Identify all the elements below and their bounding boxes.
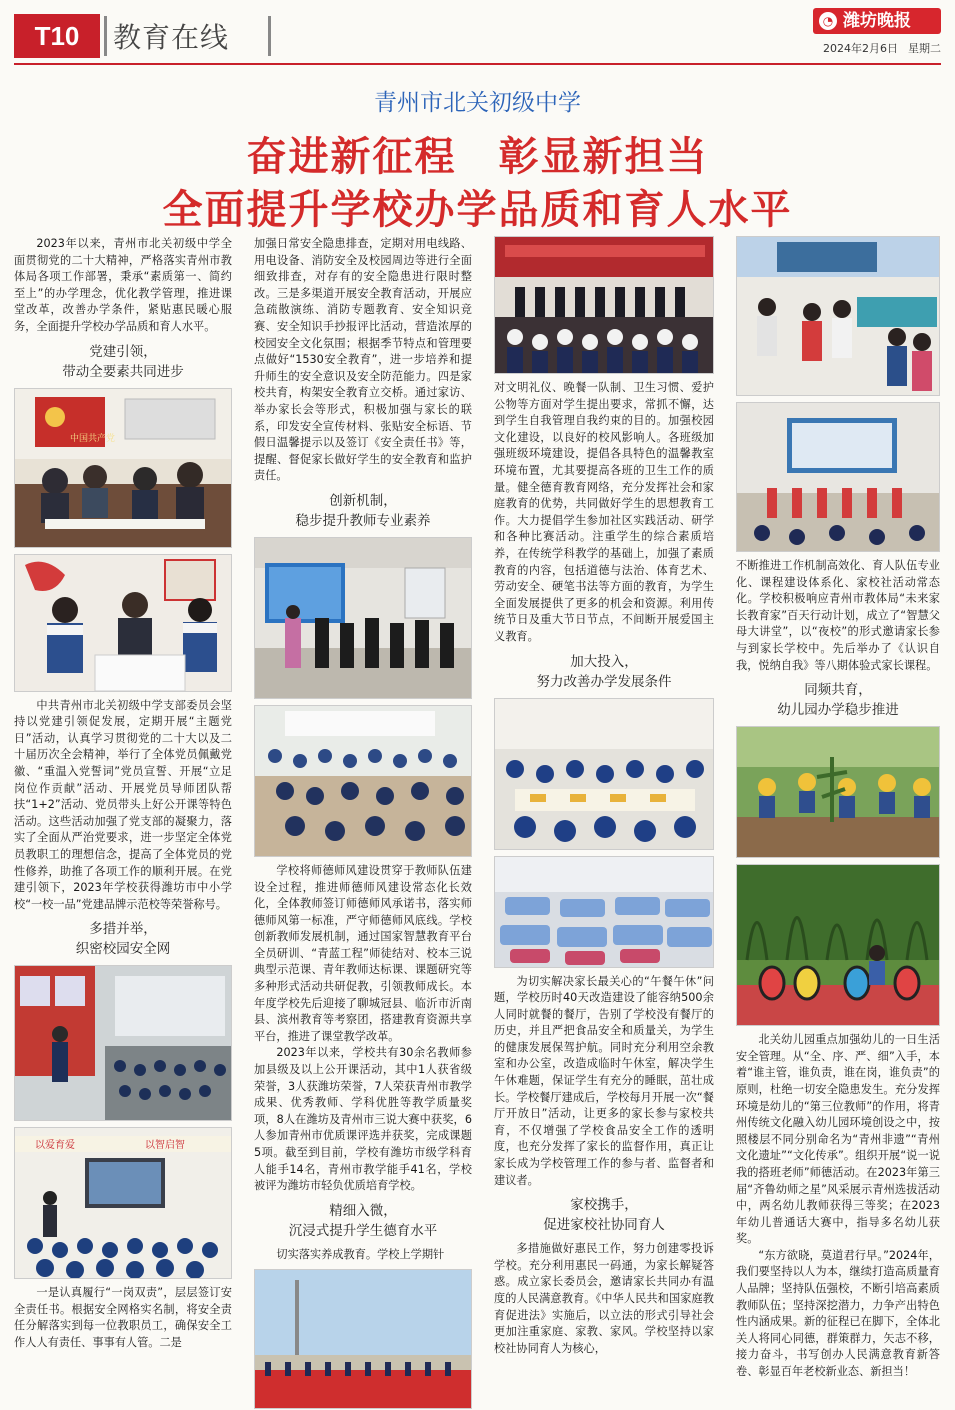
photo-parent-lecture (736, 402, 940, 552)
photo-parent-activity (736, 236, 940, 396)
classroom-banner-left: 以爱育爱 (35, 1140, 75, 1152)
column-2 (254, 236, 472, 1409)
heading-line: 多措并举， (89, 921, 157, 938)
photo-student-interview (14, 554, 232, 692)
column-3 (494, 236, 714, 1357)
header-rule (14, 63, 941, 65)
page-header (0, 0, 955, 62)
section-title: 教育在线 (113, 21, 230, 54)
section-heading-kindergarten (736, 680, 940, 720)
home-school-body-cont: 不断推进工作机制高效化、育人队伍专业化、课程建设体系化、家校社活动常态化。学校积极响应青州市教体局“未来家长教育家”百天行动计划，成立了“智慧父母大讲堂”，以“夜校”的形式邀请家长参与到家长学校中。先后举办了《认识自我，悦纳自我》等八期体验式家长课程。 (736, 559, 940, 672)
page-number: T10 (14, 14, 100, 58)
heading-line: 精细入微， (329, 1202, 397, 1219)
facilities-body: 为切实解决家长最关心的“午餐午休”问题，学校历时40天改造建设了能容纳500余人同时就餐的餐厅，告别了学校没有餐厅的历史，并且严把食品安全和质量关，为学生的健康发展保驾护航。同时充分利用空余教室和办公室，改造成临时午休室，解决学生午休难题，保证学生有充分的睡眠，茁壮成长。学校餐厅建成后，学校每月开展一次“餐厅开放日”活动，让更多的家长参与家校共育，不仅增强了学校食品安全工作的透明度，也充分发挥了家长的监督作用，真正让家长成为学校管理工作的参与者、监督者和建议者。 (494, 974, 714, 1187)
header-divider (104, 16, 107, 56)
newspaper-logo (813, 8, 941, 34)
party-body: 中共青州市北关初级中学支部委员会坚持以党建引领促发展，定期开展“主题党日”活动，认真学习贯彻党的二十大以及二十届历次全会精神，举行了全体党员佩戴党徽、“重温入党誓词”党员宣誓、开展“立足岗位作贡献”活动、开展党员导师团队帮扶“1+2”活动、党员带头上好公开课等特色活动。这些活动加强了党支部的凝聚力，落实了全面从严治党要求，进一步坚定全体党员教职工的理想信念，提高了全体党员的党性修养，助推了各项工作的顺利开展。在党建引领下，2023年学校获得潍坊市中小学校“一校一品”党建品牌示范校等荣誉称号。 (14, 698, 232, 911)
photo-kindergarten-garden (736, 726, 940, 858)
safety-body-start: 一是认真履行“一岗双责”，层层签订安全责任书。根据安全网格实名制，将安全责任分解落实到每一位教职员工，确保安全工作人人有责任、事事有人管。二是 (14, 1286, 232, 1350)
photo-fire-drill (14, 965, 232, 1121)
heading-line: 加大投入， (570, 653, 638, 670)
heading-line: 带动全要素共同进步 (62, 363, 184, 380)
party-banner-text: 中国共产党 (70, 433, 116, 444)
newspaper-name: 潍坊晚报 (843, 11, 911, 31)
photo-party-meeting (14, 388, 232, 548)
section-heading-party (14, 342, 232, 382)
heading-line: 织密校园安全网 (75, 941, 171, 958)
section-heading-home-school (494, 1195, 714, 1235)
section-heading-safety (14, 919, 232, 959)
issue-date: 2024年2月6日 (823, 42, 898, 55)
photo-school-canteen (494, 698, 714, 850)
heading-line: 创新机制， (329, 492, 397, 509)
headline-line-2: 全面提升学校办学品质和育人水平 (162, 187, 793, 233)
kindergarten-body: 北关幼儿园重点加强幼儿的一日生活安全管理。从“全、序、严、细”入手，本着“谁主管，谁负责，谁在岗，谁负责”的原则，杜绝一切安全隐患发生。充分发挥环境是幼儿的“第三位教师”的作用，将青州传统文化融入幼儿园环境创设之中，按照楼层不同分别命名为“青州非遗”“青州文化遗址”“文化传承”。组织开展“说一说我的搭班老师”师德活动。在2023年第三届“齐鲁幼师之星”风采展示青州选拔活动中，两名幼儿教师获得三等奖；在2023年幼儿普通话大赛中，指导多名幼儿获奖。 (736, 1033, 940, 1246)
moral-body-start: 切实落实养成教育。学校上学期针 (276, 1247, 445, 1261)
photo-student-assembly (494, 236, 714, 374)
article-kicker: 青州市北关初级中学 (374, 90, 581, 116)
heading-line: 稳步提升教师专业素养 (295, 512, 431, 529)
photo-open-class (254, 705, 472, 857)
photo-teacher-pledge (254, 537, 472, 699)
teachers-body: 学校将师德师风建设贯穿于教师队伍建设全过程，推进师德师风建设常态化长效化，全体教师签订师德师风承诺书，落实师德师风第一标准，严守师德师风底线。学校创新教师发展机制，通过国家智慧教育平台全员研训、“青蓝工程”师徒结对、校本三说典型示范课、青年教师达标课、课题研究等多种形式活动共研促教，引领教师成长。本年度学校先后迎接了聊城冠县、临沂市沂南县、滨州教育等考察团，搭建教育资源共享平台，推进了课堂教学改革。 (254, 863, 472, 1043)
section-heading-teachers (254, 491, 472, 531)
photo-nap-room (494, 856, 714, 968)
headline-line-1: 奋进新征程 彰显新担当 (246, 134, 709, 180)
heading-line: 同频共育， (804, 682, 872, 699)
logo-mark-icon: ◔ (819, 12, 837, 30)
header-divider (268, 16, 271, 56)
heading-line: 努力改善办学发展条件 (536, 673, 672, 690)
column-4 (736, 236, 940, 1381)
section-heading-moral (254, 1201, 472, 1241)
moral-body-cont: 对文明礼仪、晚餐一队制、卫生习惯、爱护公物等方面对学生提出要求，常抓不懈，达到学生自我管理自我约束的目的。加强校园文化建设，以良好的校风影响人。各班级加强班级环境建设，提倡各具特色的温馨教室环境布置，尤其要提高各班的卫生工作的质量。健全德育教育网络，充分发挥社会和家庭教育的优势，共同做好学生的思想教育工作。大力提倡学生参加社区实践活动、研学和各种比赛活动。注重学生的综合素质培养，在传统学科教学的基础上，加强了素质教育的内容，包括道德与法治、体育艺术、劳动安全、硬笔书法等方面的教育，为学生全面发展提供了更多的机会和资源。利用传统节日及重大节日节点，不间断开展爱国主义教育。 (494, 381, 714, 643)
issue-weekday: 星期二 (908, 42, 941, 55)
heading-line: 党建引领， (89, 343, 157, 360)
heading-line: 家校携手， (570, 1197, 638, 1214)
teachers-achievements: 2023年以来，学校共有30余名教师参加县级及以上公开课活动，其中1人获省级荣誉，3人获潍坊荣誉，7人荣获青州市教学成果、优秀教师、学科优胜等教学质量奖项，8人在潍坊及青州市三说大赛中获奖，6人参加青州市优质课评选并获奖，完成课题5项。截至到目前，学校有潍坊市级学科育人能手14名，青州市教学能手41名，学校被评为潍坊市轻负优质培育学校。 (254, 1046, 472, 1193)
photo-safety-lecture (14, 1127, 232, 1279)
heading-line: 幼儿园办学稳步推进 (777, 702, 899, 719)
heading-line: 促进家校社协同育人 (543, 1217, 665, 1234)
dateline (813, 40, 941, 56)
intro-paragraph: 2023年以来，青州市北关初级中学全面贯彻党的二十大精神，严格落实青州市教体局各项工作部署，秉承“素质第一、简约至上”的办学理念，优化教学管理，推进课堂改革，改善办学条件，紧贴惠民暖心服务，全面提升学校办学品质和育人水平。 (14, 237, 232, 333)
home-school-body: 多措施做好惠民工作，努力创建零投诉学校。充分利用惠民一码通，为家长解疑答惑。成立家长委员会，邀请家长共同办有温度的人民满意教育。《中华人民共和国家庭教育促进法》实施后，以立法的形式引导社会更加注重家庭、家教、家风。学校坚持以家校社协同育人为核心， (494, 1242, 714, 1355)
section-heading-facilities (494, 652, 714, 692)
column-1 (14, 236, 232, 1352)
safety-body-cont: 加强日常安全隐患排查，定期对用电线路、用电设备、消防安全及校园周边等进行全面细致排查，对存有的安全隐患进行限时整改。三是多渠道开展安全教育活动，开展应急疏散演练、消防专题教育、安全知识竞赛、安全知识手抄报评比活动，营造浓厚的校园安全文化氛围；根据季节特点和管理要点做好“1530安全教育”，进一步培养和提升师生的安全意识及安全防范能力。四是家校共育，构架安全教育立交桥。通过家访、举办家长会等形式，积极加强与家长的联系，印发安全宣传材料、张贴安全标语、节假日温馨提示以及签订《安全责任书》等，提醒、督促家长做好学生的安全教育和监护责任。 (254, 237, 472, 483)
classroom-banner-right: 以智启智 (145, 1140, 185, 1152)
heading-line: 沉浸式提升学生德育水平 (288, 1222, 438, 1239)
photo-kindergarten-playground (736, 864, 940, 1026)
closing-paragraph: “东方欲晓，莫道君行早。”2024年，我们要坚持以人为本，继续打造高质量育人品牌；坚持队伍强校，不断引培高素质教师队伍；坚持深挖潜力，力争产出特色性内涵成果。新的征程已在脚下，全体北关人将同心同德，群策群力，矢志不移，接力奋斗，书写创办人民满意教育新答卷、彰显百年老校新业态、新担当！ (736, 1248, 940, 1379)
photo-flag-ceremony (254, 1269, 472, 1409)
